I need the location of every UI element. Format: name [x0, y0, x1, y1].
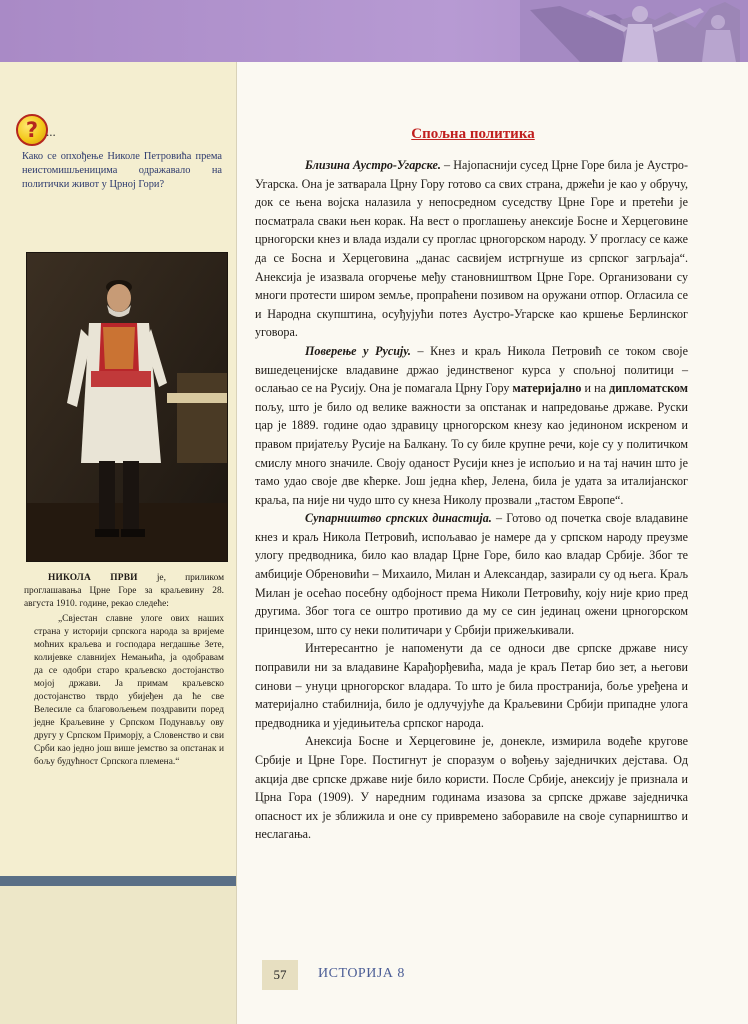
paragraph-russia — [255, 342, 688, 509]
caption-intro: је, приликом проглашавања Црне Горе за краљевину 28. августа 1910. године, рекао следеће: — [24, 573, 225, 609]
header-band — [0, 0, 748, 62]
paragraph-karadjordjevic: Интересантно је напоменути да се односи две српске државе нису поправили ни за владавине Карађорђевића, мада је краљ Петар био зет, а његови синови – унуци црногорског владара. То што је била пространија, боље уређена и материјално стабилнија, било је одлучујуће да Краљевини Србији припадне улога предводника и уједињитеља српског народа. — [255, 641, 688, 730]
sidebar-divider — [0, 876, 236, 886]
sidebar-question: Како се опхођење Николе Петровића према неистомишљеницима одражавало на политички живот у Црној Гори? — [22, 151, 222, 190]
section-title: Спољна политика — [411, 126, 535, 142]
paragraph-russia-text-b: и на — [581, 381, 610, 396]
book-title: ИСТОРИЈА 8 — [318, 966, 405, 981]
caption-name: НИКОЛА ПРВИ — [48, 573, 138, 583]
sidebar-bottom — [0, 886, 236, 1024]
subheading-russia: Поверење у Русију. — [305, 343, 411, 358]
portrait-nikola-i — [26, 252, 228, 562]
portrait-caption — [24, 572, 224, 769]
paragraph-russia-text-c: пољу, што је било од велике важности за опстанак и напредовање државе. Руски цар је 1889. године одао здравицу црногорском кнезу као јединоном искреном и правом пријатељу Русије на Балкану. То су биле крупне речи, које су у политичком смислу много значиле. Своју оданост Русији кнез је испољио и на тај начин што је тамо удао своје две кћерке. Још једна кћер, Јелена, била је удата за италијанског краља, па није ни чудо што су кнеза Николу прозвали „тастом Европе“. — [255, 399, 688, 507]
page-number: 57 — [262, 960, 298, 990]
paragraph-annexation: Анексија Босне и Херцеговине је, донекле, измирила водеће кругове Србије и Црне Горе. Постигнут је споразум о вођењу заједничких дејстава. Од акција две српске државе није било користи. После Србије, анексију је признала и Црна Гора (1909). У наредним годинама изазова за српске државе заједничка опасност их је зближила и оне су привремено заборавиле на своје супарништво и нeслагања. — [255, 734, 688, 842]
bold-material: материјално — [512, 381, 582, 396]
question-dots: ... — [46, 124, 56, 139]
article-body — [255, 156, 688, 844]
bold-diplomatic: дипломатском — [609, 381, 688, 396]
question-mark-icon: ? — [16, 114, 48, 146]
caption-quote: „Свјестан славне улоге ових наших страна у историји српскога народа за вријеме моћних краљева и господара негдашње Зете, колијевке славнијех Немањића, ја одобравам да се одобри старо краљевско достојанство мојој држави. Ја примам краљевско достојанство тврдо убијеђен да ће све Велесиле са благовољењем поздравити поред једне Краљевине у Српском Подунављу ову другу у Српском Приморју, а Словенство и сви Срби као једно још више јемство за опстанак и бољу будућност Српскога племена.“ — [34, 614, 224, 767]
paragraph-austria — [255, 156, 688, 342]
paragraph-austria-text: – Најопаснији сусед Црне Горе била је Аустро-Угарска. Она је затварала Црну Гору готово са свих страна, држећи је као у обручу, док се њена војска налазила у непосредном суседству Црне Горе и претећи је посматрала сваки њен корак. На вест о проглашењу анексије Босне и Херцеговине црногорски кнез и влада издали су проглас црногорском народу. У прогласу се каже да се Босна и Херцеговина „данас сасвијем истргнуше из српског загрљаја“. Анексија је изазвала огорчење међу становништвом Црне Горе. Организовани су многи протести широм земље, пропраћени позивом на оружани отпор. Огласила се и Народна скупштина, осуђујући потез Аустро-Угарске као кршење Берлинског уговора. — [255, 158, 689, 340]
subheading-austria: Близина Аустро-Угарске. — [305, 158, 441, 172]
subheading-dynasties: Супарништво српских династија. — [305, 511, 492, 526]
paragraph-dynasties-text: – Готово од почетка своје владавине кнез и краљ Никола Петровић, испољавао је намере да у српском народу преузме улогу предводника, било као владар Црне Горе, било као владар Србије. Због те амбиције Обреновићи – Михаило, Милан и Александар, зазирали су од њега. Краљ Милан је осећао посебну одбојност према Николи Петровићу, коју није крио пред другима. Због тога се оштро противио да му се син јединац ожени црногорском принцезом, што су неки политичари у Србији прижељкивали. — [255, 511, 688, 637]
monument-illustration — [520, 0, 740, 62]
paragraph-russia-text-a: – Кнез и краљ Никола Петровић се током своје вишедеценијске владавине држао јединственог курса у спољној политици – ослањао се на Русију. Она је помагала Црну Гору — [255, 343, 688, 396]
paragraph-dynasties — [255, 509, 688, 639]
